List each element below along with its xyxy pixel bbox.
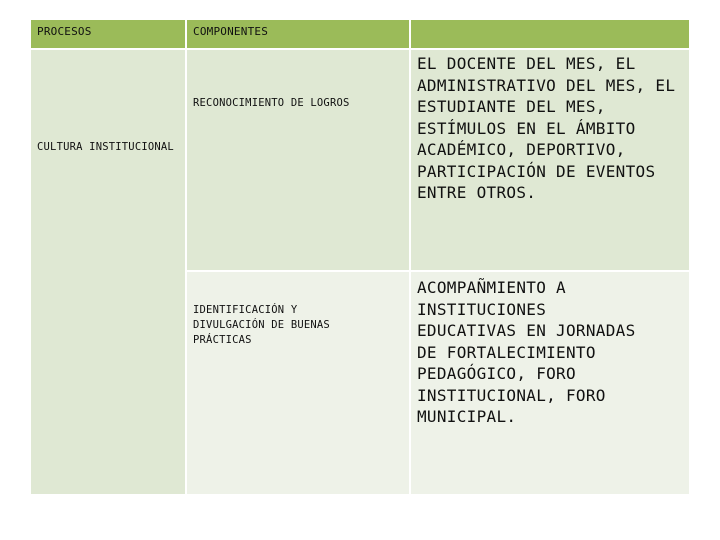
table-row-1-description-cell	[411, 50, 689, 270]
header-procesos: PROCESOS	[31, 20, 185, 48]
table-row-2-component-cell	[187, 272, 409, 494]
process-table	[31, 20, 689, 494]
process-cell	[31, 50, 185, 494]
table-row-1-component-cell	[187, 50, 409, 270]
description-text: ACOMPAÑMIENTO A INSTITUCIONES EDUCATIVAS EN JORNADAS DE FORTALECIMIENTO PEDAGÓGICO, FORO INSTITUCIONAL, FORO MUNICIPAL.	[417, 278, 636, 426]
process-label: CULTURA INSTITUCIONAL	[37, 141, 174, 153]
header-descripcion	[411, 20, 689, 48]
description-text: EL DOCENTE DEL MES, EL ADMINISTRATIVO DEL MES, EL ESTUDIANTE DEL MES, ESTÍMULOS EN EL ÁMBITO ACADÉMICO, DEPORTIVO, PARTICIPACIÓN DE EVENTOS ENTRE OTROS.	[417, 54, 676, 202]
component-label: RECONOCIMIENTO DE LOGROS	[193, 97, 350, 109]
component-label: IDENTIFICACIÓN Y DIVULGACIÓN DE BUENAS PRÁCTICAS	[193, 304, 330, 346]
table-row-2-description-cell	[411, 272, 689, 494]
header-componentes: COMPONENTES	[187, 20, 409, 48]
